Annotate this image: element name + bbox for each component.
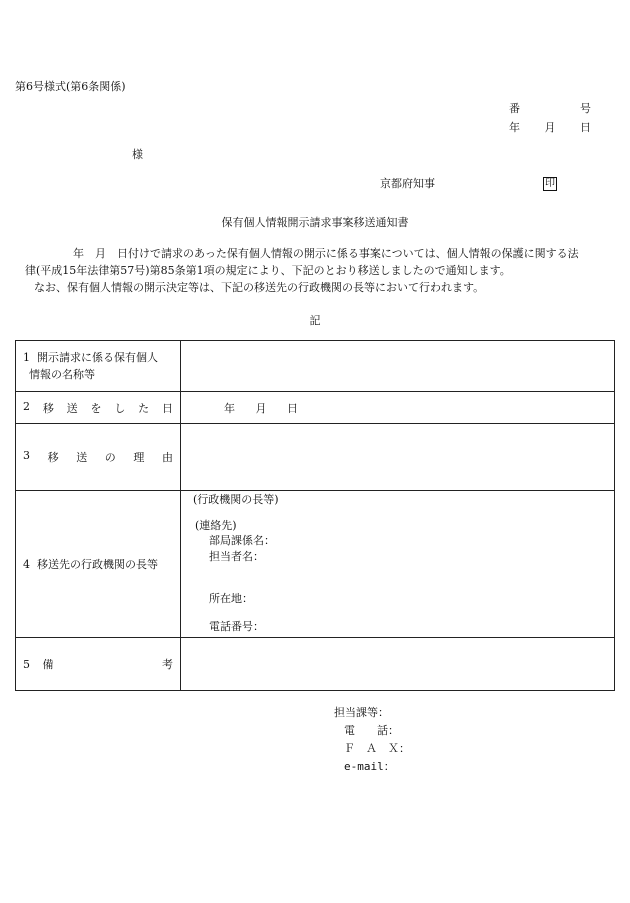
row1-number: 1 — [23, 351, 30, 364]
body-line-2: 律(平成15年法律第57号)第85条第1項の規定により、下記のとおり移送しましたので通知します。 — [25, 264, 511, 277]
contact-fax-label: Ｆ Ａ Ｘ： — [344, 742, 410, 755]
seal-mark: 印 — [545, 178, 555, 189]
row2-label-char: し — [114, 401, 126, 415]
date-year-label: 年 — [509, 121, 520, 134]
table-row-transfer-reason — [16, 424, 615, 491]
row1-label-line1: 開示請求に係る保有個人 — [37, 351, 158, 364]
destination-dept-label: 部局課係名： — [209, 534, 275, 547]
table-row-destination — [16, 491, 615, 638]
destination-phone-label: 電話番号： — [209, 620, 264, 633]
number-go-label: 号 — [580, 102, 591, 115]
row3-label-char: 移 — [47, 451, 59, 464]
row2-label-char: を — [90, 401, 102, 415]
row5-label-char: 備 — [42, 658, 54, 671]
row1-value-cell[interactable] — [181, 341, 615, 392]
row5-number: 5 — [23, 658, 30, 671]
row2-number: 2 — [23, 399, 30, 413]
row2-label-char: 日 — [161, 401, 173, 415]
row3-label-char: 由 — [161, 451, 173, 464]
contact-phone-label: 電 話： — [344, 724, 399, 737]
seal-box — [543, 176, 557, 191]
row4-value-cell[interactable] — [181, 491, 615, 638]
row2-label-char: た — [138, 401, 150, 415]
contact-email-label: e-mail： — [344, 760, 395, 773]
transfer-date-day: 日 — [287, 401, 298, 415]
contact-dept-label: 担当課等： — [334, 706, 389, 719]
row2-label-char: 送 — [66, 401, 78, 415]
row4-label-cell — [16, 491, 181, 638]
transfer-details-table — [15, 340, 615, 691]
row5-value-cell[interactable] — [181, 638, 615, 691]
row3-label-char: 理 — [133, 451, 145, 464]
document-number-line — [509, 100, 591, 116]
contact-block — [334, 704, 410, 776]
row3-label-cell — [16, 424, 181, 491]
row2-value-cell[interactable] — [181, 392, 615, 424]
row3-value-cell[interactable] — [181, 424, 615, 491]
table-row-transfer-date — [16, 392, 615, 424]
row2-label-cell — [16, 392, 181, 424]
table-row-item-name — [16, 341, 615, 392]
destination-person-label: 担当者名： — [209, 550, 264, 563]
transfer-date-year: 年 — [224, 401, 235, 415]
body-line-1: 年 月 日付けで請求のあった保有個人情報の開示に係る事案については、個人情報の保護に関する法 — [73, 247, 579, 260]
row4-label: 移送先の行政機関の長等 — [37, 558, 158, 571]
row3-label-char: の — [104, 451, 116, 464]
table-row-remarks — [16, 638, 615, 691]
date-day-label: 日 — [580, 121, 591, 134]
row1-label-line2: 情報の名称等 — [29, 368, 95, 381]
destination-address-label: 所在地： — [209, 592, 253, 605]
row2-label-char: 移 — [42, 401, 54, 415]
transfer-date-month: 月 — [255, 401, 267, 415]
destination-contact-label: (連絡先) — [195, 519, 237, 532]
row1-label-cell — [16, 341, 181, 392]
number-ban-label: 番 — [509, 102, 520, 115]
row5-label-cell — [16, 638, 181, 691]
date-month-label: 月 — [544, 121, 556, 134]
body-text — [27, 245, 623, 296]
recipient-sama: 様 — [132, 148, 143, 161]
ki-heading: 記 — [309, 314, 321, 327]
sender-name: 京都府知事 — [380, 177, 435, 190]
row3-number: 3 — [23, 449, 30, 462]
document-title: 保有個人情報開示請求事案移送通知書 — [221, 216, 409, 229]
row5-label-char: 考 — [162, 658, 173, 671]
document-date-line — [509, 119, 591, 135]
row4-number: 4 — [23, 558, 30, 571]
body-line-3: なお、保有個人情報の開示決定等は、下記の移送先の行政機関の長等において行われます。 — [34, 281, 485, 294]
form-number: 第6号様式(第6条関係) — [15, 80, 126, 93]
row3-label-char: 送 — [76, 451, 88, 464]
destination-head: (行政機関の長等) — [193, 493, 279, 506]
